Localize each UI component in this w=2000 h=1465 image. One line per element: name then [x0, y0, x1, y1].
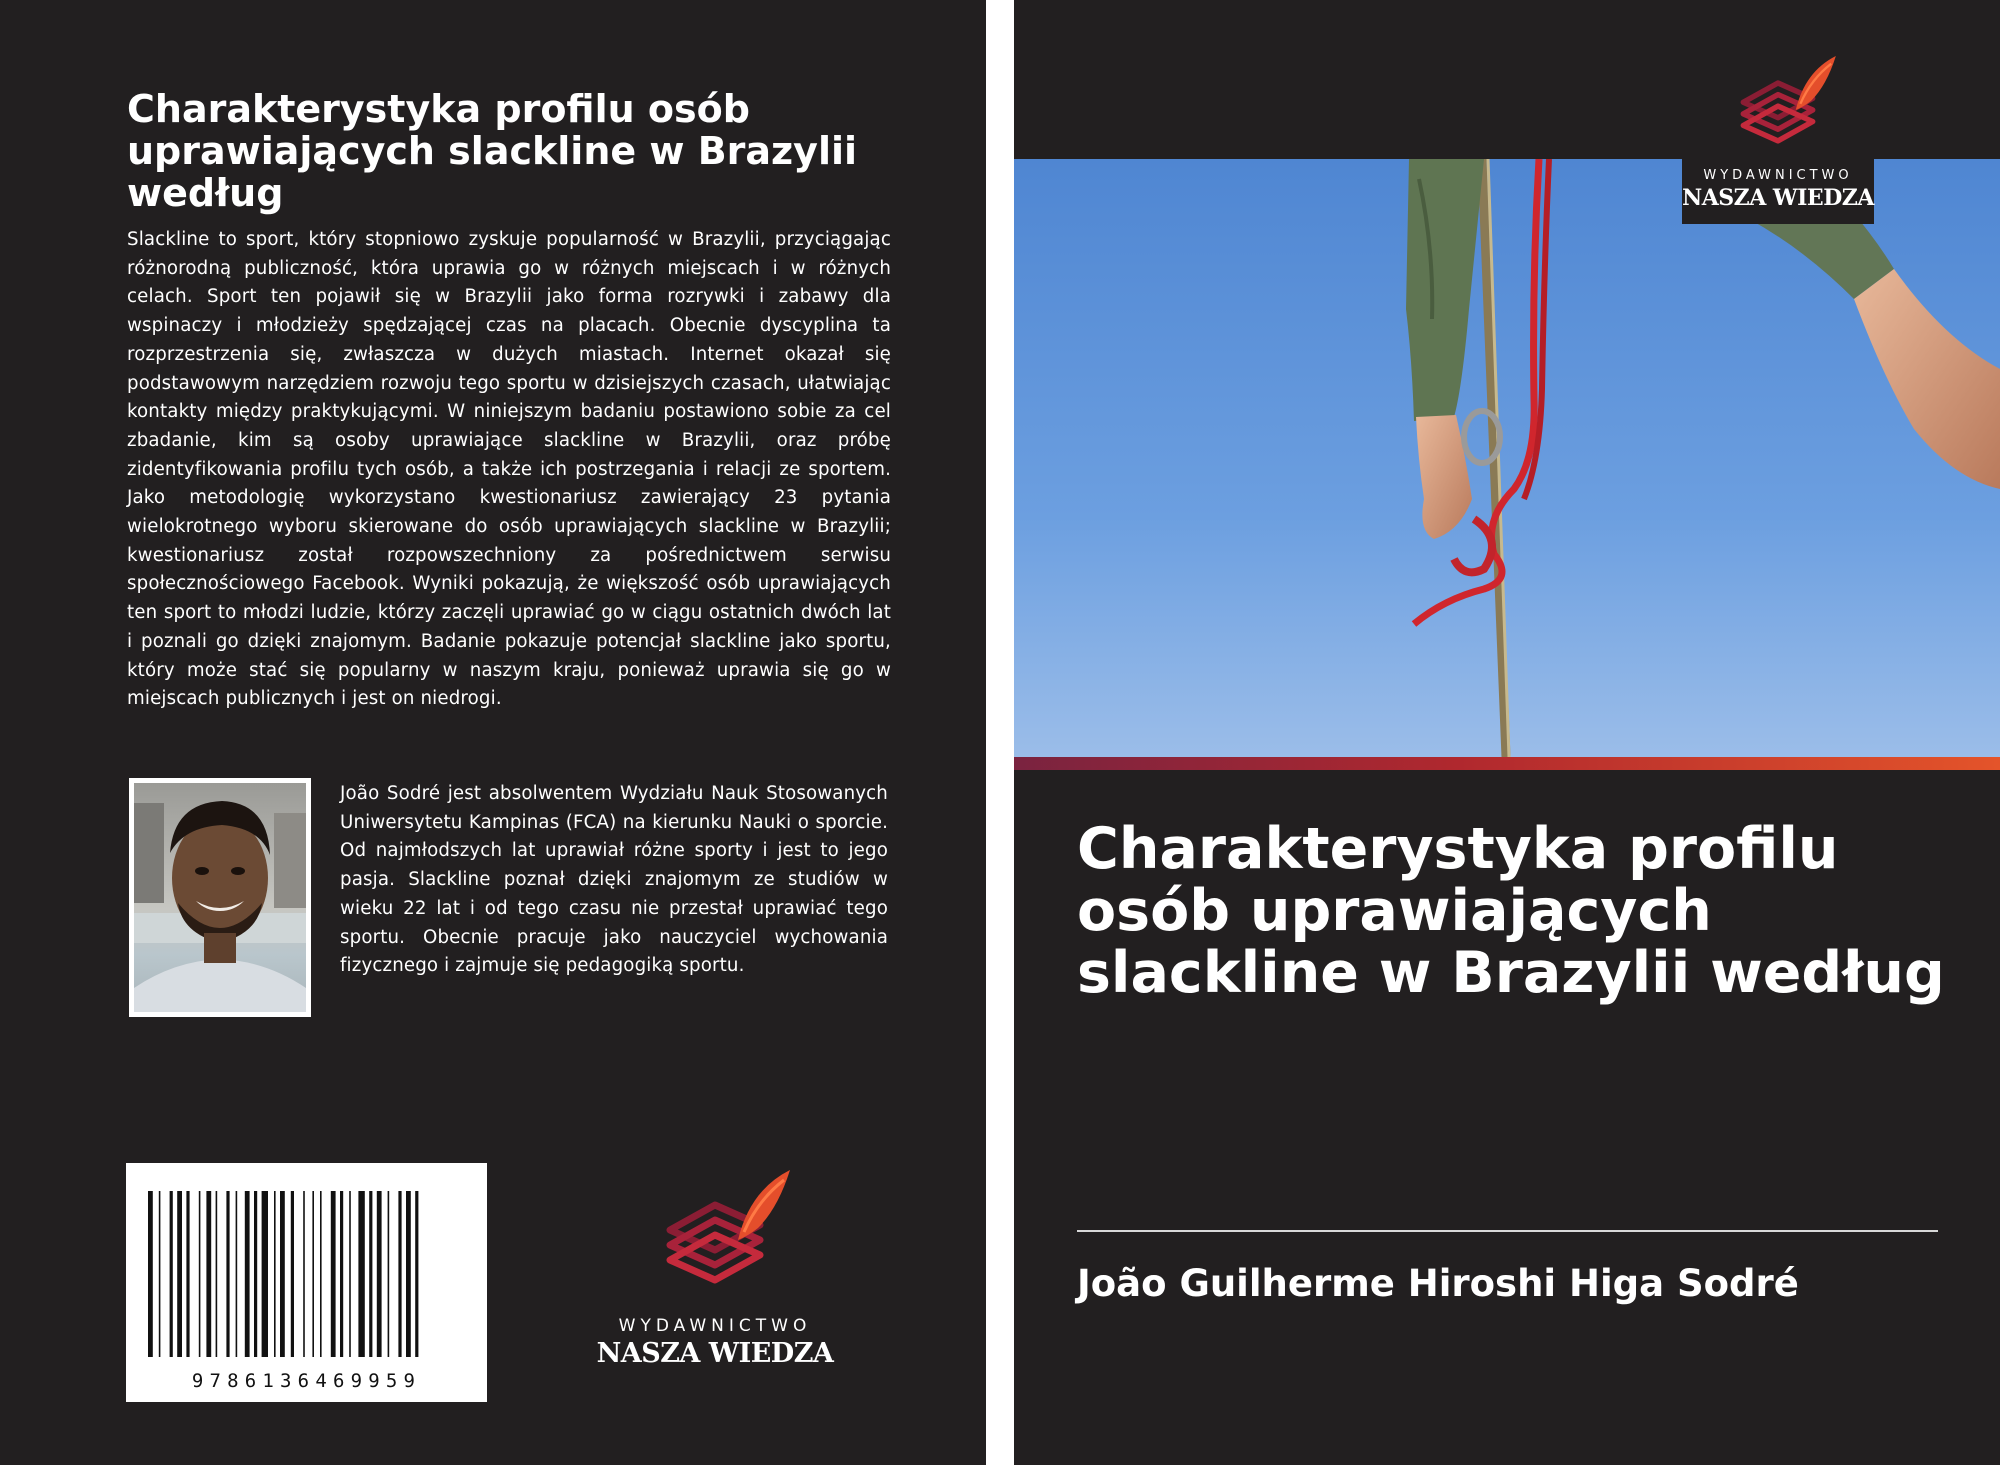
author-photo	[129, 778, 311, 1017]
barcode-icon	[126, 1163, 487, 1402]
author-name: João Guilherme Hiroshi Higa Sodré	[1077, 1262, 1799, 1305]
barcode-bar	[312, 1191, 314, 1357]
publisher-logo-back	[585, 1170, 845, 1370]
barcode-bar	[177, 1191, 182, 1357]
barcode-bar	[406, 1191, 411, 1357]
barcode-bar	[245, 1191, 250, 1357]
barcode-bar	[398, 1191, 401, 1357]
publisher-name-line1: WYDAWNICTWO	[1703, 168, 1853, 183]
back-cover	[0, 0, 986, 1465]
publisher-logo-front	[1682, 52, 1874, 224]
barcode-bar	[262, 1191, 268, 1357]
barcode-bar	[226, 1191, 229, 1357]
barcode-bar	[254, 1191, 257, 1357]
barcode-bar	[186, 1191, 189, 1357]
isbn-digits: 9786136469959	[191, 1370, 422, 1392]
barcode-bar	[206, 1191, 211, 1357]
barcode-bar	[358, 1191, 364, 1357]
barcode-bar	[148, 1191, 153, 1357]
back-cover-title: Charakterystyka profilu osób uprawiających slackline w Brazylii według	[127, 87, 858, 215]
divider	[1077, 1230, 1938, 1232]
barcode-bar	[377, 1191, 382, 1357]
book-quill-icon	[640, 1170, 790, 1310]
barcode-bar	[331, 1191, 336, 1357]
publisher-name-line2: NASZA WIEDZA	[1682, 185, 1874, 211]
barcode-bar	[369, 1191, 372, 1357]
front-cover-title: Charakterystyka profilu osób uprawiających slackline w Brazylii według	[1077, 816, 1945, 1006]
barcode-bar	[320, 1191, 322, 1357]
book-quill-icon	[1718, 56, 1838, 164]
front-cover	[1014, 0, 2000, 1465]
cover-photo	[1014, 159, 2000, 757]
barcode-bar	[159, 1191, 161, 1357]
barcode-bar	[349, 1191, 351, 1357]
barcode-bar	[280, 1191, 285, 1357]
barcode-bar	[216, 1191, 218, 1357]
book-description: Slackline to sport, który stopniowo zyskuje popularność w Brazylii, przyciągając różnorodną publiczność, która uprawia go w różnych miejscach i w różnych celach. Sport ten pojawił się w Brazylii jako forma rozrywki i zabawy dla wspinaczy i młodzieży spędzającej czas na placach. Obecnie dyscyplina ta rozprzestrzenia się, zwłaszcza w dużych miastach. Internet okazał się podstawowym narzędziem rozwoju tego sportu w dzisiejszych czasach, ułatwiając kontakty między praktykującymi. W niniejszym badaniu postawiono sobie za cel zbadanie, kim są osoby uprawiające slackline w Brazylii, oraz próbę zidentyfikowania profilu tych osób, a także ich postrzegania i relacji ze sportem. Jako metodologię wykorzystano kwestionariusz zawierający 23 pytania wielokrotnego wyboru skierowane do osób uprawiających slackline w Brazylii; kwestionariusz został rozpowszechniony za pośrednictwem serwisu społecznościowego Facebook. Wyniki pokazują, że większość osób uprawiających ten sport to młodzi ludzie, którzy zaczęli uprawiać go w ciągu ostatnich dwóch lat i poznali go dzięki znajomym. Badanie pokazuje potencjał slackline jako sportu, który może stać się popularny w naszym kraju, ponieważ uprawia się go w miejscach publicznych i jest on niedrogi.	[127, 229, 891, 710]
barcode-bar	[291, 1191, 294, 1357]
isbn-barcode	[126, 1163, 487, 1402]
barcode-bar	[199, 1191, 201, 1357]
publisher-name-line1: WYDAWNICTWO	[618, 1316, 812, 1336]
accent-stripe	[1014, 757, 2000, 770]
publisher-name-line2: NASZA WIEDZA	[596, 1338, 834, 1369]
barcode-bar	[415, 1191, 418, 1357]
author-bio: João Sodré jest absolwentem Wydziału Nauk Stosowanych Uniwersytetu Kampinas (FCA) na kierunku Nauki o sporcie. Od najmłodszych lat uprawiał różne sporty i jest to jego pasja. Slackline poznał dzięki znajomym ze studiów w wieku 22 lat i od tego czasu nie przestał uprawiać tego sportu. Obecnie pracuje jako nauczyciel wychowania fizycznego i zajmuje się pedagogiką sportu.	[340, 783, 888, 977]
barcode-bar	[170, 1191, 173, 1357]
barcode-bar	[236, 1191, 238, 1357]
barcode-bar	[340, 1191, 343, 1357]
barcode-bar	[388, 1191, 390, 1357]
barcode-bar	[303, 1191, 305, 1357]
barcode-bar	[274, 1191, 276, 1357]
